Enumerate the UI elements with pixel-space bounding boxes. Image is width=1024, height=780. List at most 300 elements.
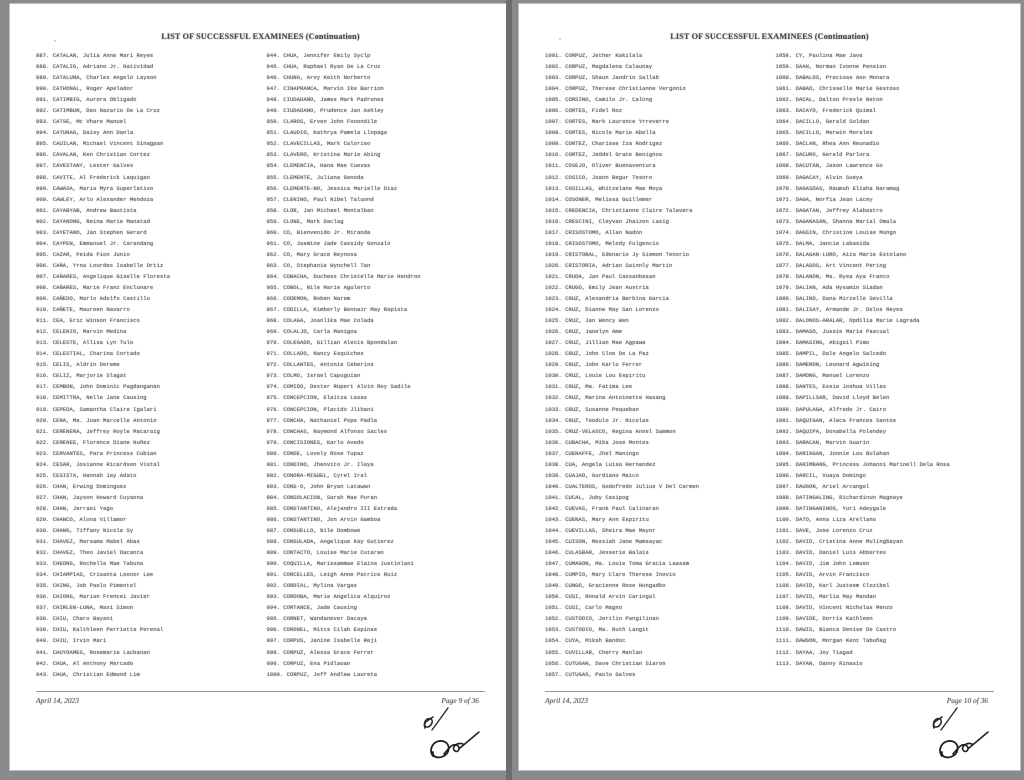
examinee-name: CEPEDA, Samantha Claire Igalari	[49, 405, 157, 413]
examinee-entry	[36, 249, 257, 260]
examinee-number: 1025.	[545, 317, 562, 325]
examinee-name: CHAN, Erwing Dominguez	[49, 482, 127, 490]
examinee-number: 987.	[266, 527, 280, 535]
examinee-name: CATHONAL, Roger Apelador	[49, 85, 134, 93]
examinee-entry	[267, 337, 496, 348]
examinee-number: 968.	[266, 317, 280, 325]
examinee-number: 1036.	[545, 438, 562, 446]
examinee-number: 1108.	[775, 604, 793, 612]
examinee-number: 954.	[266, 162, 280, 170]
examinee-entry	[36, 94, 257, 105]
examinee-name: DALIAN, Ada Hysamin Siadan	[792, 283, 883, 291]
examinee-name: COBACHA, Duchess Christelle Marie Hendron	[279, 272, 421, 280]
examinee-number: 992.	[266, 582, 280, 590]
examinee-number: 1082.	[775, 317, 793, 325]
examinee-entry	[776, 183, 1005, 194]
examinee-name: CRUZ, Alexandria Berbina Garcia	[561, 295, 669, 303]
examinee-name: CRUDA, Jan Paul Cassanbasan	[561, 272, 656, 280]
examinee-name: CUYA, Mikah Bandoc	[561, 637, 626, 645]
examinee-name: CUTUGAN, Dave Christian Siaron	[561, 659, 666, 667]
examinee-number: 901.	[36, 206, 50, 214]
examinee-number: 897.	[36, 162, 50, 170]
examinee-entry	[36, 149, 257, 160]
examinee-name: DAVID, Marlia May Mandan	[792, 593, 877, 601]
examinee-entry	[776, 492, 1005, 503]
examinee-name: COSONER, Melissa Guillemer	[561, 195, 653, 203]
examinee-number: 997.	[266, 637, 280, 645]
examinee-name: CREDENCIA, Christianne Claire Talavera	[561, 206, 693, 214]
examinee-number: 919.	[36, 405, 50, 413]
examinee-name: CORSINO, Camilo Jr. Calong	[561, 96, 653, 104]
examinee-entry	[267, 260, 496, 271]
examinee-entry	[545, 381, 766, 392]
examinee-number: 1022.	[545, 283, 562, 291]
examinee-name: CO, Mary Grace Reynosa	[279, 250, 357, 258]
examinee-number: 927.	[36, 493, 50, 501]
examinee-number: 1058.	[775, 52, 793, 59]
examinee-entry	[545, 337, 766, 348]
examinee-name: CRUZ, Ma. Fatima Lee	[561, 383, 633, 391]
examinee-name: CUEVILLAS, Sheira Mae Mayor	[561, 527, 656, 535]
examinee-entry	[776, 293, 1005, 304]
examinee-entry	[776, 635, 1005, 646]
examinee-entry	[267, 370, 496, 381]
examinee-name: CAVITE, Al Frederick Laquigan	[49, 173, 150, 181]
examinee-entry	[545, 658, 766, 669]
examinee-entry	[545, 602, 766, 613]
examinee-number: 1111.	[775, 637, 793, 645]
examinee-number: 887.	[36, 52, 50, 59]
examinee-number: 990.	[266, 560, 280, 568]
examinee-entry	[545, 348, 766, 359]
examinee-entry	[545, 216, 766, 227]
examinee-entry	[267, 404, 496, 415]
examinee-number: 900.	[36, 195, 50, 203]
examinee-number: 945.	[266, 63, 280, 71]
examinee-entry	[545, 492, 766, 503]
examinee-name: CORTES, Mark Laurence Yrreverre	[561, 118, 669, 126]
examinee-number: 991.	[266, 571, 280, 579]
scan-speck	[559, 38, 561, 40]
examinee-number: 974.	[266, 383, 280, 391]
examinee-name: CLAROS, Erven John Fonondile	[279, 118, 378, 126]
examinee-name: DAGA, Norfia Jean Lacey	[792, 195, 873, 203]
signature-initial-icon	[930, 706, 964, 736]
examinee-number: 1087.	[775, 372, 793, 380]
examinee-entry	[36, 138, 257, 149]
examinee-number: 1083.	[775, 328, 793, 336]
examinee-number: 1018.	[545, 239, 562, 247]
examinee-name: CONS-O, John Bryan Latawan	[279, 482, 371, 490]
examinee-entry	[776, 547, 1005, 558]
examinee-name: CAYETANO, Jan Stephen Gerard	[49, 228, 147, 236]
examinee-name: COMIDO, Dexter Rupert Alvin Roy Sadile	[279, 383, 411, 391]
examinee-number: 1080.	[775, 295, 793, 303]
examinee-entry	[36, 547, 257, 558]
examinee-number: 890.	[36, 85, 50, 93]
examinee-number: 1085.	[775, 350, 793, 358]
signature-icon	[936, 730, 992, 770]
examinee-number: 888.	[36, 63, 50, 71]
examinee-number: 894.	[36, 129, 50, 137]
examinee-number: 980.	[266, 449, 280, 457]
examinee-number: 1110.	[775, 626, 793, 634]
examinee-number: 1006.	[545, 107, 562, 115]
examinee-name: CAÑARES, Marie Franz Enclunare	[49, 283, 154, 291]
examinee-entry	[776, 105, 1005, 116]
examinee-entry	[776, 282, 1005, 293]
examinee-number: 912.	[36, 328, 50, 336]
examinee-number: 1005.	[545, 96, 562, 104]
examinee-entry	[36, 404, 257, 415]
examinee-number: 1003.	[545, 74, 562, 82]
examinee-name: DABAO, Chrisselle Marie Gestoso	[792, 85, 900, 93]
examinee-entry	[36, 669, 257, 680]
examinee-name: CORPUZ, Jeff Andlew Laureta	[283, 670, 378, 678]
examinee-number: 995.	[266, 615, 280, 623]
column-right-2	[770, 50, 1007, 669]
examinee-entry	[36, 514, 257, 525]
examinee-name: CONCEPCION, Elaitza Lasas	[279, 394, 368, 402]
examinee-name: DAMONG, Manuel Lorenzo	[792, 372, 870, 380]
examinee-number: 934.	[36, 571, 50, 579]
examinee-entry	[776, 94, 1005, 105]
examinee-name: CHIRLEN-LUNA, Maxi Simon	[49, 604, 134, 612]
examinee-number: 942.	[36, 659, 50, 667]
examinee-entry	[36, 160, 257, 171]
examinee-number: 1113.	[775, 659, 793, 667]
examinee-name: COLAGA, Joanlika Mae Colada	[279, 317, 374, 325]
examinee-entry	[545, 293, 766, 304]
examinee-name: CHAVEZ, Marsama Mabel Abas	[49, 538, 140, 546]
examinee-number: 988.	[266, 538, 280, 546]
examinee-entry	[545, 160, 766, 171]
examinee-number: 1040.	[545, 482, 562, 490]
examinee-entry	[545, 359, 766, 370]
examinee-entry	[267, 635, 496, 646]
examinee-entry	[36, 558, 257, 569]
examinee-number: 924.	[36, 460, 50, 468]
examinee-number: 1066.	[775, 140, 793, 148]
examinee-number: 1076.	[775, 250, 793, 258]
examinee-entry	[776, 381, 1005, 392]
examinee-name: CORTEZ, Jeddel Grace Benignos	[561, 151, 663, 159]
examinee-entry	[267, 216, 496, 227]
examinee-name: DAQUIPA, Donabella Polendey	[792, 427, 887, 435]
examinee-name: DALONOS-ARALAR, Opdilia Marie Lagrada	[792, 317, 920, 325]
examinee-name: CATALUNA, Charles Angelo Layson	[49, 74, 157, 82]
examinee-entry	[36, 580, 257, 591]
examinee-entry	[36, 370, 257, 381]
examinee-number: 1096.	[775, 471, 793, 479]
examinee-entry	[776, 116, 1005, 127]
examinee-number: 895.	[36, 140, 50, 148]
examinee-entry	[776, 558, 1005, 569]
examinee-name: DAVIDE, Dorris Kathleen	[792, 615, 873, 623]
examinee-name: CORCELLES, Leigh Anne Patrice Ruiz	[279, 571, 398, 579]
examinee-name: CAÑA, Yrna Lourdes Isabelle Ortiz	[49, 261, 164, 269]
examinee-entry	[776, 271, 1005, 282]
examinee-name: CLAVECILLAS, Mark Caloriso	[279, 140, 371, 148]
examinee-name: CLAVERO, Kristina Marie Abing	[279, 151, 381, 159]
examinee-entry	[776, 647, 1005, 658]
examinee-entry	[545, 116, 766, 127]
examinee-number: 1033.	[545, 405, 562, 413]
examinee-name: CUBACHA, Mika Jose Montes	[561, 438, 649, 446]
examinee-number: 986.	[266, 515, 280, 523]
examinee-name: CRISTORIA, Adrian Sainnly Martin	[561, 261, 673, 269]
examinee-entry	[545, 437, 766, 448]
examinee-number: 1089.	[775, 394, 793, 402]
examinee-number: 1001.	[545, 52, 562, 59]
examinee-entry	[776, 304, 1005, 315]
examinee-number: 1088.	[775, 383, 793, 391]
examinee-entry	[36, 83, 257, 94]
examinee-number: 935.	[36, 582, 50, 590]
examinee-number: 1107.	[775, 593, 793, 601]
examinee-name: CHUA, Christian Edmund Lim	[49, 670, 140, 678]
examinee-number: 962.	[266, 250, 280, 258]
examinee-entry	[545, 624, 766, 635]
examinee-name: DALANON, Ma. Rysa Aya Franco	[792, 272, 890, 280]
examinee-name: DALAGAN-LURO, Aiza Marie Estolano	[792, 250, 907, 258]
examinee-name: DACLAN, Rhea Ann Reunadio	[792, 140, 880, 148]
examinee-entry	[267, 227, 496, 238]
examinee-name: CODILLA, Kimberly Bennair May Rapista	[279, 306, 408, 314]
examinee-name: CAZAR, Feida Fion Junio	[49, 250, 130, 258]
examinee-number: 985.	[266, 504, 280, 512]
examinee-name: CLENINO, Paul Nibel Taluond	[279, 195, 374, 203]
examinee-name: CHING, Job Paolo Pimentel	[49, 582, 137, 590]
examinee-name: DABALOS, Precioas Ann Monara	[792, 74, 890, 82]
examinee-name: DALINO, Dana Mirzelle Sevilla	[792, 295, 893, 303]
examinee-name: CUSI, Carlo Magno	[561, 604, 623, 612]
examinee-number: 993.	[266, 593, 280, 601]
examinee-number: 1009.	[545, 140, 562, 148]
examinee-entry	[545, 459, 766, 470]
examinee-number: 1017.	[545, 228, 562, 236]
examinee-number: 933.	[36, 560, 50, 568]
examinee-number: 911.	[36, 317, 50, 325]
examinee-name: CESAR, Josianne Ricardson Vistal	[49, 460, 160, 468]
examinee-name: CLOR, Jan Michael Montalban	[279, 206, 374, 214]
examinee-entry	[36, 392, 257, 403]
examinee-entry	[776, 426, 1005, 437]
examinee-name: CLEMENCIA, Hana Mae Cuevas	[279, 162, 371, 170]
examinee-entry	[267, 50, 496, 61]
examinee-name: CRUZ, Teodulo Jr. Nicolas	[561, 416, 649, 424]
examinee-name: CLEMENTE, Juliana Gonoda	[279, 173, 364, 181]
examinee-number: 971.	[266, 350, 280, 358]
examinee-entry	[545, 415, 766, 426]
examinee-name: COLMO, Israel Capuguian	[279, 372, 361, 380]
examinee-number: 989.	[266, 549, 280, 557]
examinee-name: DARACAN, Marvin Guarin	[792, 438, 870, 446]
examinee-number: 913.	[36, 339, 50, 347]
examinee-name: DAMERON, Leonard Agwiking	[792, 361, 880, 369]
examinee-entry	[36, 172, 257, 183]
examinee-name: CO, Jasmine Jade Cassidy Gonzalo	[279, 239, 391, 247]
examinee-number: 955.	[266, 173, 280, 181]
examinee-number: 1024.	[545, 306, 562, 314]
examinee-entry	[776, 194, 1005, 205]
examinee-number: 1097.	[775, 482, 793, 490]
examinee-number: 1038.	[545, 460, 562, 468]
examinee-name: CHUA, Al Anthony Mercado	[49, 659, 134, 667]
examinee-name: DAVID, Daniel Luis Abbertes	[792, 549, 887, 557]
examinee-name: DAYAA, Joy Tiagad	[792, 648, 853, 656]
examinee-name: DATINGALING, Richardinun Magnaye	[792, 493, 903, 501]
examinee-entry	[545, 194, 766, 205]
examinee-entry	[545, 635, 766, 646]
examinee-name: CRUGO, Emily Jean Austria	[561, 283, 649, 291]
examinee-name: CO, Stephanie Wynchell Tan	[279, 261, 371, 269]
examinee-entry	[545, 138, 766, 149]
examinee-entry	[267, 591, 496, 602]
examinee-number: 889.	[36, 74, 50, 82]
examinee-number: 1074.	[775, 228, 793, 236]
examinee-name: DAMASING, Abigail Pimo	[792, 339, 870, 347]
examinee-entry	[36, 635, 257, 646]
examinee-name: CUA, Angela Luisa Hernandez	[561, 460, 656, 468]
examinee-name: CESISTA, Hannah Jay Adato	[49, 471, 137, 479]
examinee-name: CIUDADANO, Prudence Jan Ashley	[279, 107, 384, 115]
examinee-name: CELIZ, Marjorie Slagat	[49, 372, 127, 380]
examinee-name: CRUZ, Louie Lou Espiritu	[561, 372, 646, 380]
examinee-name: CAYABYAB, Andrew Bautista	[49, 206, 137, 214]
examinee-name: DALISAY, Armande Jr. Delos Reyes	[792, 306, 903, 314]
examinee-name: CONSOLACION, Sarah Mae Puran	[279, 493, 378, 501]
examinee-entry	[776, 61, 1005, 72]
examinee-number: 1019.	[545, 250, 562, 258]
examinee-name: CRUZ, John Cloe De La Paz	[561, 350, 649, 358]
examinee-entry	[36, 348, 257, 359]
examinee-number: 1014.	[545, 195, 562, 203]
examinee-number: 1064.	[775, 118, 793, 126]
signature-icon	[427, 730, 483, 770]
examinee-name: CORPUZ, Ena Pidlaoan	[279, 659, 351, 667]
examinee-entry	[36, 271, 257, 282]
examinee-entry	[545, 426, 766, 437]
examinee-name: CO, Bienvenido Jr. Miranda	[279, 228, 371, 236]
columns-right	[533, 50, 1006, 691]
examinee-name: DAMPIL, Dale Angelo Salcedo	[792, 350, 887, 358]
examinee-name: CRUZ, Jan Wency Wen	[561, 317, 629, 325]
examinee-name: CONSTANTINO, Jon Arvin Gamboa	[279, 515, 381, 523]
examinee-entry	[776, 580, 1005, 591]
examinee-number: 981.	[266, 460, 280, 468]
examinee-number: 1051.	[545, 604, 562, 612]
examinee-entry	[36, 238, 257, 249]
examinee-number: 966.	[266, 295, 280, 303]
examinee-entry	[545, 669, 766, 680]
examinee-entry	[776, 459, 1005, 470]
examinee-name: CONTACTO, Louise Marie Cutaran	[279, 549, 384, 557]
examinee-entry	[776, 591, 1005, 602]
examinee-number: 1081.	[775, 306, 793, 314]
examinee-name: DAPULAGA, Alfredo Jr. Cairo	[792, 405, 887, 413]
examinee-entry	[776, 404, 1005, 415]
examinee-name: CATUNAG, Daisy Ann Danla	[49, 129, 134, 137]
examinee-entry	[545, 613, 766, 624]
examinee-number: 1094.	[775, 449, 793, 457]
examinee-name: DATO, Anna Liza Arellano	[792, 515, 877, 523]
examinee-number: 899.	[36, 184, 50, 192]
examinee-number: 904.	[36, 239, 50, 247]
examinee-number: 1032.	[545, 394, 562, 402]
examinee-name: DAMASO, Jussie Maria Pascual	[792, 328, 890, 336]
page-title-right: LIST OF SUCCESSFUL EXAMINEES (Continuation)	[670, 32, 869, 41]
footer-right	[545, 692, 994, 770]
examinee-name: CUSI, Ronald Arvin Caringal	[561, 593, 656, 601]
examinee-number: 1073.	[775, 217, 793, 225]
examinee-entry	[267, 558, 496, 569]
examinee-entry	[545, 105, 766, 116]
examinee-name: CORTES, Nicole Marie Abella	[561, 129, 656, 137]
examinee-name: CERENEE, Florence Diane Nuñez	[49, 438, 150, 446]
column-left-1	[24, 50, 261, 680]
examinee-name: DAQUIGAN, Aleca Frances Santos	[792, 416, 897, 424]
examinee-name: CLONE, Mark Daclag	[279, 217, 344, 225]
examinee-name: CUSTODIO, Jerilin Pangilinan	[561, 615, 659, 623]
examinee-name: CRUZ, John Karlo Ferrer	[561, 361, 643, 369]
examinee-entry	[545, 503, 766, 514]
examinee-entry	[36, 127, 257, 138]
examinee-number: 925.	[36, 471, 50, 479]
examinee-name: CUMAGON, Ma. Louie Toma Gracia Laasam	[561, 560, 690, 568]
examinee-name: COLALJO, Carla Manigoa	[279, 328, 357, 336]
examinee-name: DAAN, Norman Ivonne Pension	[792, 63, 887, 71]
examinee-entry	[776, 470, 1005, 481]
examinee-name: CORTES, Fidel Roz	[561, 107, 623, 115]
examinee-name: DANTES, Essie Joshua Villas	[792, 383, 887, 391]
examinee-name: CERA, Ma. Juan Marcelle Antonio	[49, 416, 157, 424]
examinee-name: CATIMBUN, Deo Nazario De La Cruz	[49, 107, 160, 115]
examinee-number: 1093.	[775, 438, 793, 446]
examinee-entry	[267, 205, 496, 216]
examinee-entry	[545, 525, 766, 536]
examinee-entry	[36, 613, 257, 624]
examinee-name: CUCAL, Juby Casipog	[561, 493, 629, 501]
examinee-number: 921.	[36, 427, 50, 435]
examinee-number: 960.	[266, 228, 280, 236]
examinee-entry	[776, 127, 1005, 138]
examinee-entry	[776, 227, 1005, 238]
examinee-name: CELESTE, Allisa Lyn Tulo	[49, 339, 134, 347]
examinee-number: 1059.	[775, 63, 793, 71]
examinee-entry	[267, 602, 496, 613]
examinee-name: CATALIG, Adriano Jr. Natividad	[49, 63, 154, 71]
examinee-number: 946.	[266, 74, 280, 82]
examinee-entry	[776, 138, 1005, 149]
examinee-entry	[36, 624, 257, 635]
examinee-entry	[267, 536, 496, 547]
examinee-entry	[36, 194, 257, 205]
examinee-entry	[267, 304, 496, 315]
examinee-entry	[36, 61, 257, 72]
examinee-name: COSICO, Joann Begur Tesoro	[561, 173, 653, 181]
examinee-entry	[267, 249, 496, 260]
examinee-name: CHUYOAMES, Rosemarie Lacbanan	[49, 648, 150, 656]
examinee-entry	[545, 370, 766, 381]
examinee-number: 1101.	[775, 527, 793, 535]
examinee-entry	[545, 326, 766, 337]
examinee-number: 948.	[266, 96, 280, 104]
examinee-number: 998.	[266, 648, 280, 656]
examinee-entry	[776, 514, 1005, 525]
examinee-name: CUSTODIO, Ma. Ruth Langit	[561, 626, 649, 634]
examinee-name: DAYAN, Danny Rinasio	[792, 659, 863, 667]
